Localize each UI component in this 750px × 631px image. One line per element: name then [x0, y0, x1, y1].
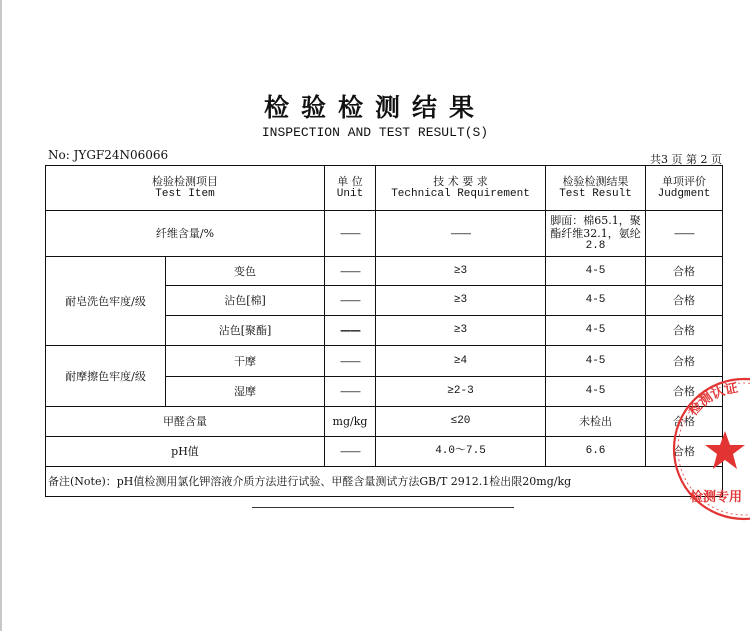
row-subitem: 变色	[166, 257, 325, 286]
row-result: 4-5	[546, 346, 646, 377]
row-requirement: ≥2-3	[376, 377, 546, 407]
fiber-item: 纤维含量/%	[46, 211, 325, 257]
table-row	[46, 211, 723, 257]
stamp-top-text: 检测认证	[685, 380, 740, 419]
ph-unit: ——	[325, 437, 376, 467]
ph-item: pH值	[46, 437, 325, 467]
row-judgment: 合格	[646, 377, 723, 407]
header-unit-cn: 单 位	[337, 175, 363, 188]
header-judgment	[646, 166, 723, 211]
header-test-item	[46, 166, 325, 211]
results-table	[45, 165, 723, 497]
soap-group-label: 耐皂洗色牢度/级	[46, 257, 166, 346]
note-row	[46, 467, 723, 497]
header-result-cn: 检验检测结果	[562, 175, 629, 188]
formaldehyde-unit: mg/kg	[325, 407, 376, 437]
formaldehyde-requirement: ≤20	[376, 407, 546, 437]
row-unit: ——	[325, 346, 376, 377]
header-test-item-cn: 检验检测项目	[152, 175, 218, 188]
page-title: 检验检测结果	[263, 93, 486, 122]
table-row	[46, 437, 723, 467]
official-seal-stamp	[668, 373, 750, 521]
table-header-row	[46, 166, 723, 211]
table-row	[46, 407, 723, 437]
header-requirement-en: Technical Requirement	[391, 188, 530, 200]
row-requirement: ≥4	[376, 346, 546, 377]
table-row	[46, 346, 723, 377]
row-result: 4-5	[546, 257, 646, 286]
fiber-result	[546, 211, 646, 257]
ph-result: 6.6	[546, 437, 646, 467]
row-requirement: ≥3	[376, 286, 546, 316]
header-judgment-cn: 单项评价	[662, 175, 706, 188]
table-row	[46, 257, 723, 286]
row-result: 4-5	[546, 377, 646, 407]
page-indicator: 共3 页 第 2 页	[650, 153, 722, 166]
fiber-result-line: 脚面：棉65.1，聚	[550, 214, 641, 227]
row-result: 4-5	[546, 286, 646, 316]
note-text: 备注(Note)：pH值检测用氯化钾溶液介质方法进行试验、甲醛含量测试方法GB/T 2912.1检出限20mg/kg	[46, 467, 723, 497]
page-subtitle: INSPECTION AND TEST RESULT(S)	[261, 125, 489, 140]
header-requirement	[376, 166, 546, 211]
fiber-requirement: ——	[376, 211, 546, 257]
report-number: No: JYGF24N06066	[48, 148, 169, 162]
row-requirement: ≥3	[376, 316, 546, 346]
row-judgment: 合格	[646, 257, 723, 286]
fiber-result-line: 2.8	[585, 240, 606, 252]
row-unit: ——	[325, 316, 376, 346]
row-subitem: 湿摩	[166, 377, 325, 407]
header-test-item-en: Test Item	[155, 188, 215, 200]
rub-group-label: 耐摩擦色牢度/级	[46, 346, 166, 407]
row-result: 4-5	[546, 316, 646, 346]
formaldehyde-item: 甲醛含量	[46, 407, 325, 437]
row-judgment: 合格	[646, 346, 723, 377]
stamp-bottom-text: 检测专用	[690, 490, 743, 505]
fiber-judgment: ——	[646, 211, 723, 257]
header-unit-en: Unit	[336, 188, 364, 200]
row-unit: ——	[325, 377, 376, 407]
fiber-unit: ——	[325, 211, 376, 257]
header-unit	[325, 166, 376, 211]
row-requirement: ≥3	[376, 257, 546, 286]
header-result-en: Test Result	[559, 188, 632, 200]
header-result	[546, 166, 646, 211]
end-rule	[252, 507, 514, 508]
row-subitem: 沾色[棉]	[166, 286, 325, 316]
row-unit: ——	[325, 257, 376, 286]
formaldehyde-judgment: 合格	[646, 407, 723, 437]
row-unit: ——	[325, 286, 376, 316]
row-subitem: 沾色[聚酯]	[166, 316, 325, 346]
row-subitem: 干摩	[166, 346, 325, 377]
ph-requirement: 4.0～7.5	[376, 437, 546, 467]
row-judgment: 合格	[646, 316, 723, 346]
header-judgment-en: Judgment	[657, 188, 711, 200]
fiber-result-line: 酯纤维32.1，氨纶	[550, 227, 641, 240]
row-judgment: 合格	[646, 286, 723, 316]
stamp-star-icon	[705, 431, 745, 469]
ph-judgment: 合格	[646, 437, 723, 467]
header-requirement-cn: 技 术 要 求	[433, 175, 488, 188]
formaldehyde-result: 未检出	[546, 407, 646, 437]
